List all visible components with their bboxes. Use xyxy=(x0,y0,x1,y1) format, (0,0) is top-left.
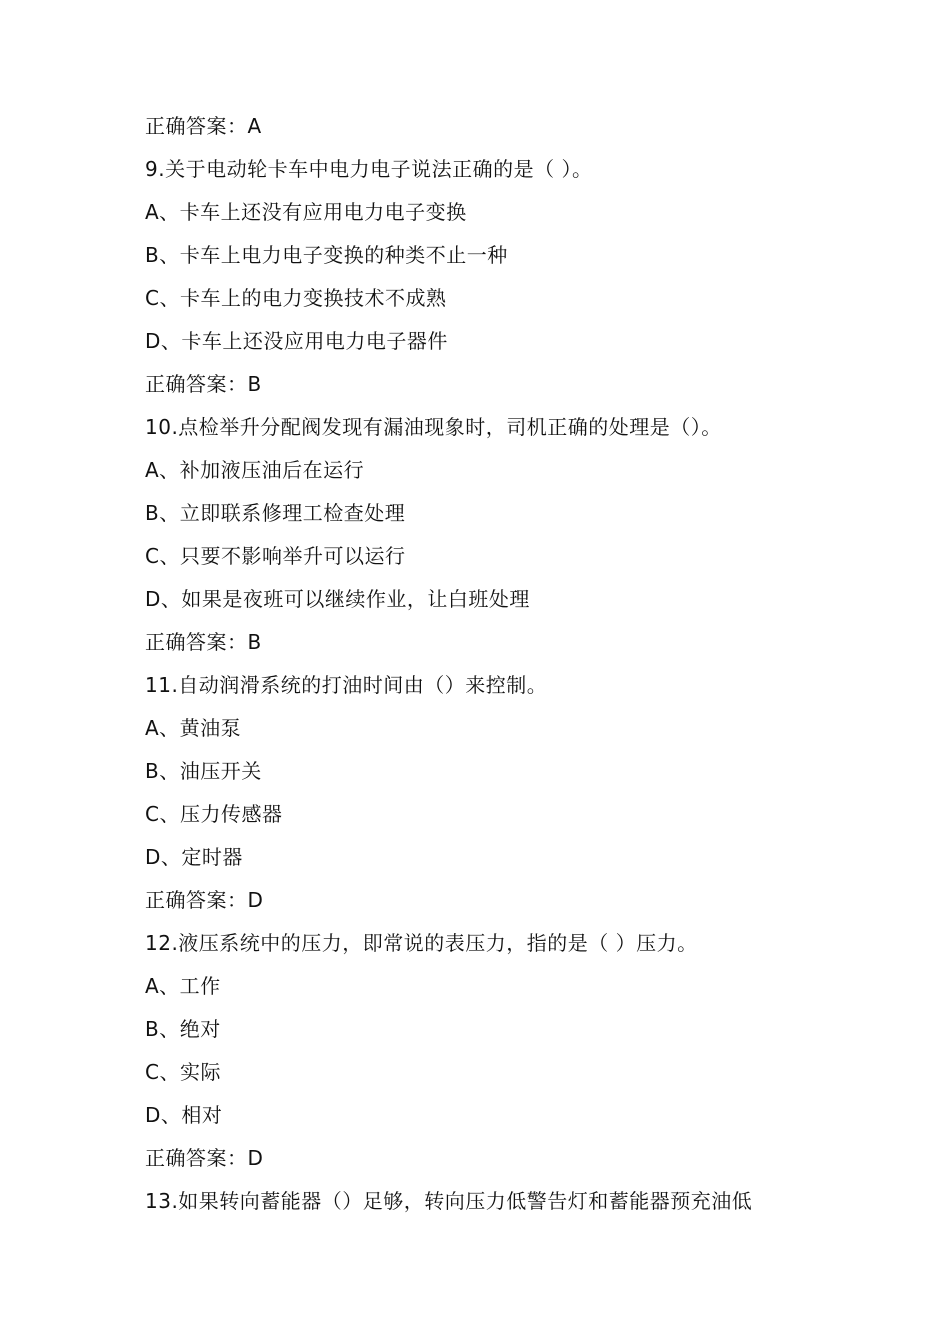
question-12: 12.液压系统中的压力，即常说的表压力，指的是（ ）压力。 xyxy=(145,931,698,955)
option-a: A、补加液压油后在运行 xyxy=(145,458,365,482)
answer-line: 正确答案：B xyxy=(145,630,262,654)
option-d: D、卡车上还没应用电力电子器件 xyxy=(145,329,448,353)
answer-line: 正确答案：D xyxy=(145,1146,264,1170)
option-c: C、卡车上的电力变换技术不成熟 xyxy=(145,286,447,310)
option-c: C、压力传感器 xyxy=(145,802,283,826)
option-b: B、卡车上电力电子变换的种类不止一种 xyxy=(145,243,508,267)
question-10: 10.点检举升分配阀发现有漏油现象时，司机正确的处理是（）。 xyxy=(145,415,722,439)
question-11: 11.自动润滑系统的打油时间由（）来控制。 xyxy=(145,673,548,697)
option-c: C、只要不影响举升可以运行 xyxy=(145,544,406,568)
option-b: B、立即联系修理工检查处理 xyxy=(145,501,406,525)
option-d: D、如果是夜班可以继续作业，让白班处理 xyxy=(145,587,530,611)
option-b: B、绝对 xyxy=(145,1017,221,1041)
option-a: A、黄油泵 xyxy=(145,716,242,740)
question-13: 13.如果转向蓄能器（）足够，转向压力低警告灯和蓄能器预充油低 xyxy=(145,1189,753,1213)
option-b: B、油压开关 xyxy=(145,759,262,783)
option-d: D、相对 xyxy=(145,1103,223,1127)
option-a: A、工作 xyxy=(145,974,221,998)
option-a: A、卡车上还没有应用电力电子变换 xyxy=(145,200,467,224)
option-c: C、实际 xyxy=(145,1060,221,1084)
question-9: 9.关于电动轮卡车中电力电子说法正确的是（ ）。 xyxy=(145,157,593,181)
answer-line: 正确答案：D xyxy=(145,888,264,912)
option-d: D、定时器 xyxy=(145,845,243,869)
answer-line: 正确答案：B xyxy=(145,372,262,396)
answer-line: 正确答案：A xyxy=(145,114,262,138)
